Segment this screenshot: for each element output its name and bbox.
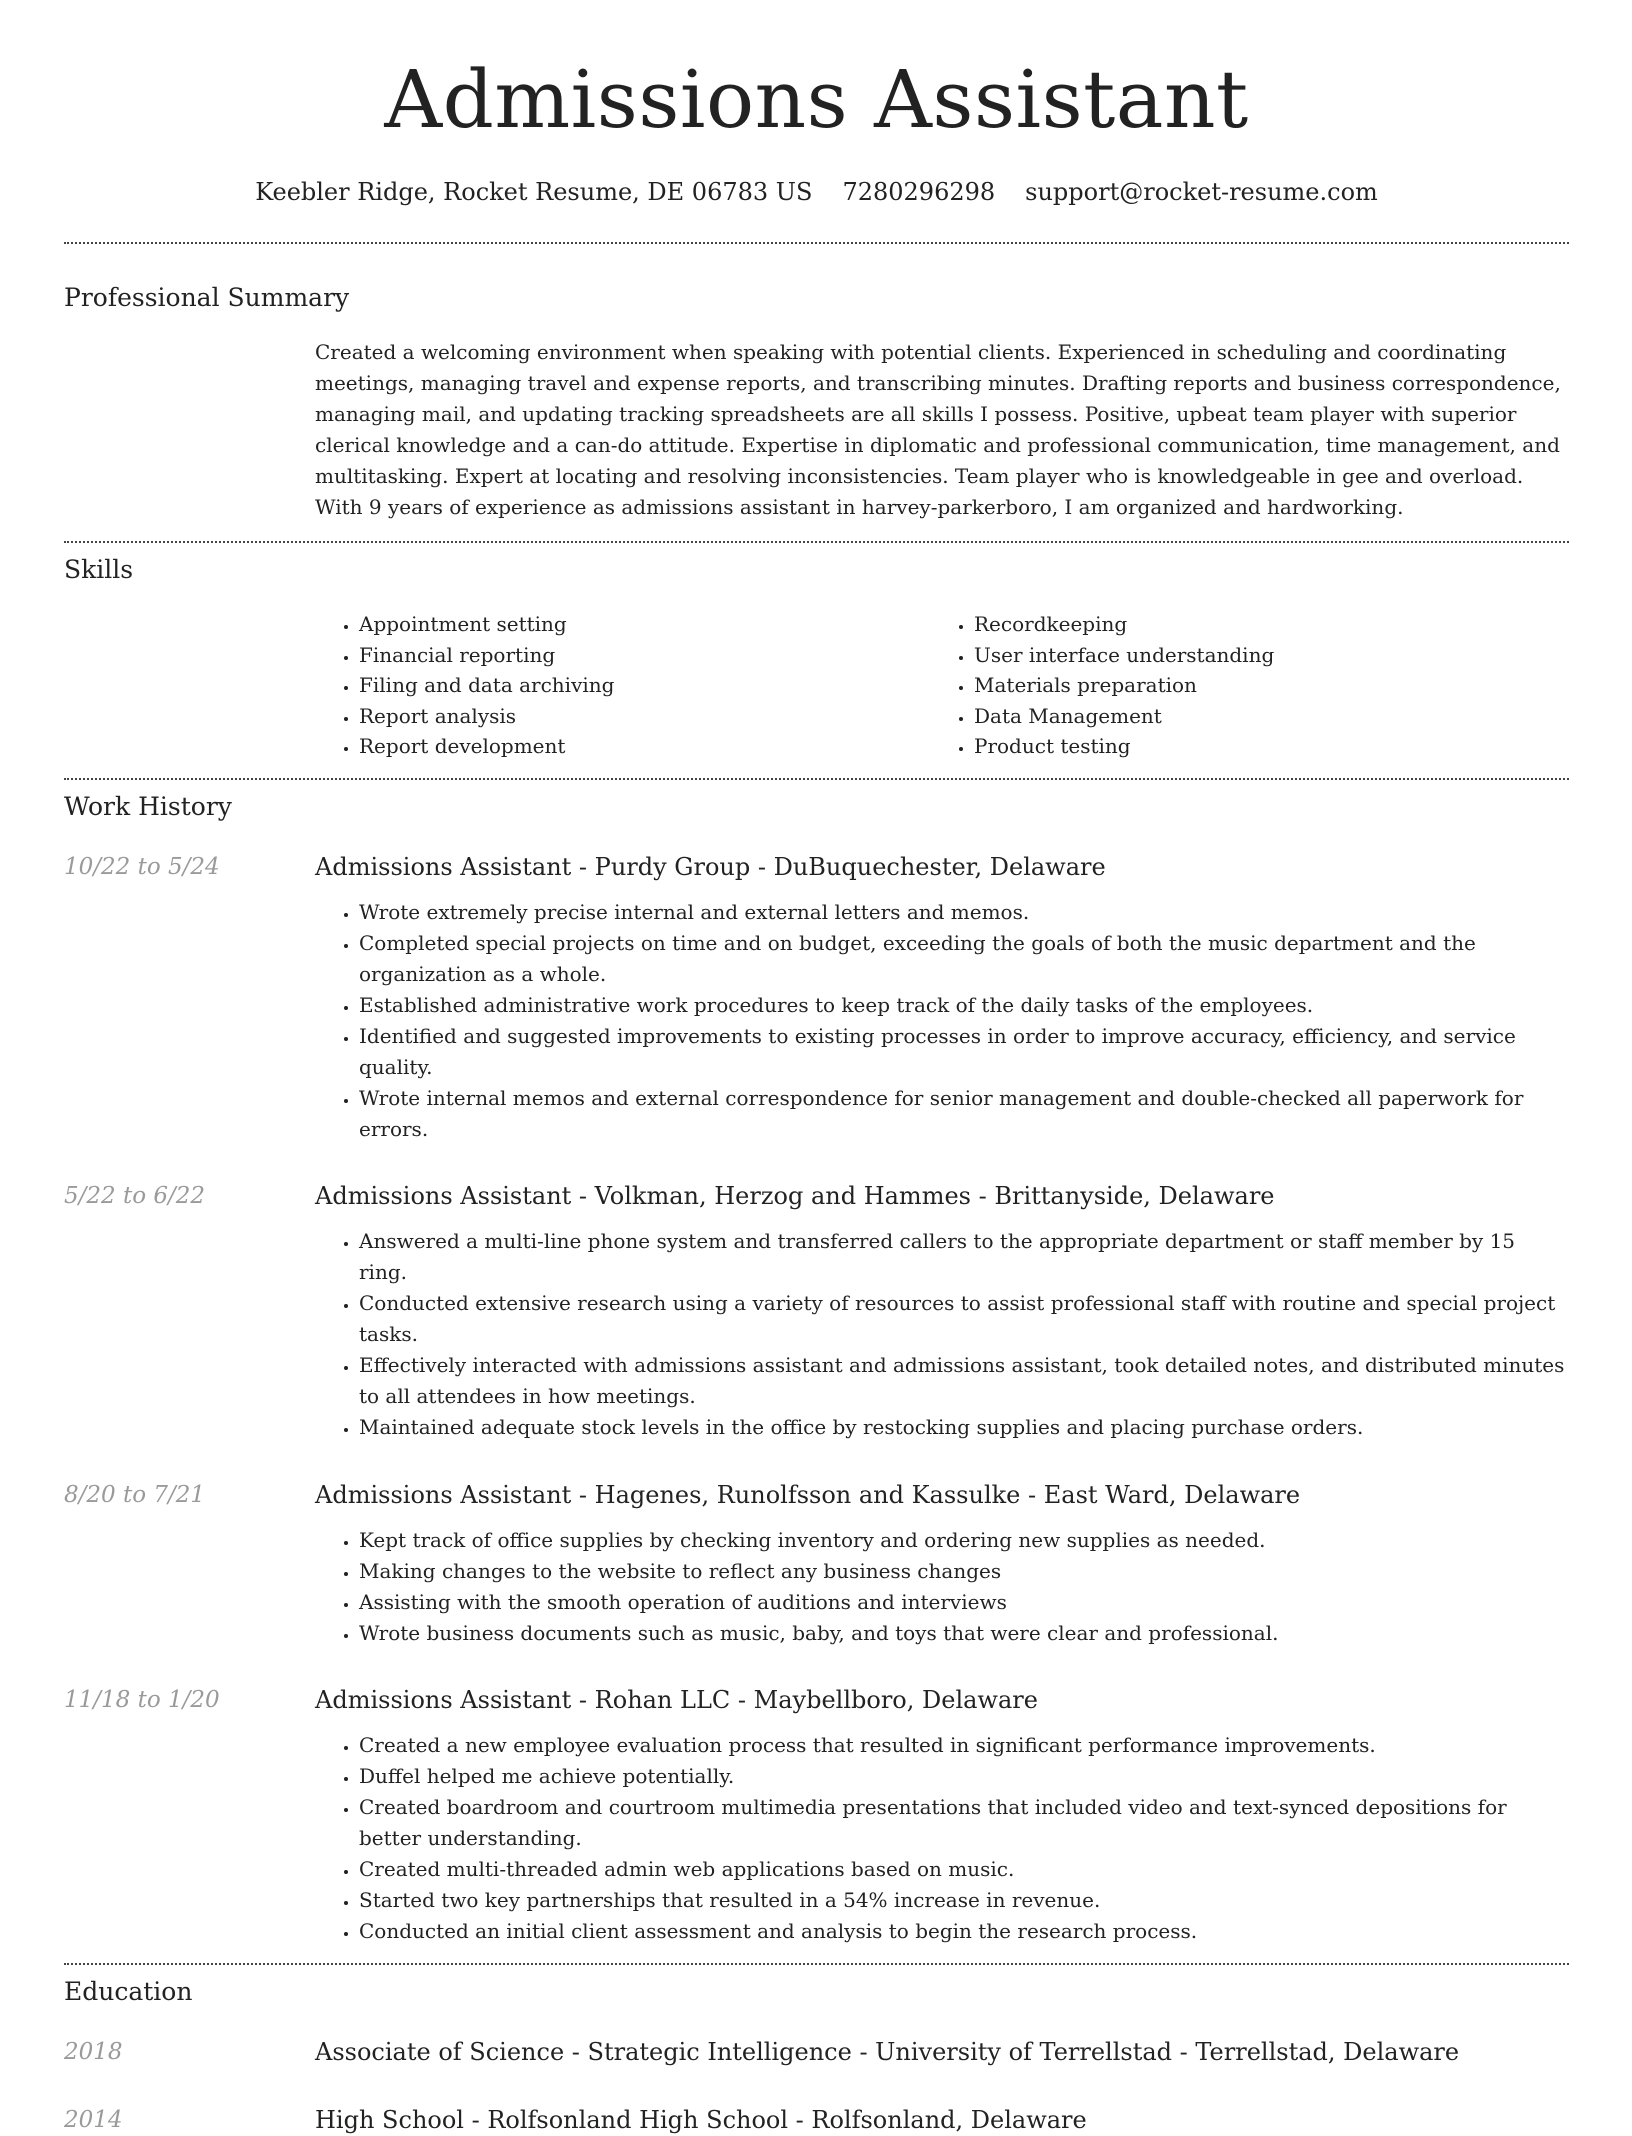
job-bullet: • Identified and suggested improvements to existing processes in order to improve accuracy, efficiency, and service quality. [359, 1021, 1569, 1083]
section-spacer [64, 1947, 1569, 1963]
section-divider [64, 778, 1569, 780]
job-entry [64, 1684, 1569, 1947]
job-bullet: • Started two key partnerships that resulted in a 54% increase in revenue. [359, 1885, 1569, 1916]
job-bullet: • Kept track of office supplies by checking inventory and ordering new supplies as needed. [359, 1525, 1569, 1556]
job-bullet: • Wrote business documents such as music, baby, and toys that were clear and professional. [359, 1618, 1569, 1649]
job-bullets [315, 1525, 1569, 1649]
resume-header [64, 0, 1569, 208]
job-dates: 8/20 to 7/21 [64, 1481, 206, 1508]
contact-address: Keebler Ridge, Rocket Resume, DE 06783 US [255, 178, 813, 206]
job-bullet: • Wrote extremely precise internal and external letters and memos. [359, 897, 1569, 928]
job-dates: 10/22 to 5/24 [64, 853, 220, 880]
education-details [315, 2036, 1569, 2068]
contact-phone: 7280296298 [842, 178, 996, 206]
job-bullets [315, 1226, 1569, 1443]
section-title-work: Work History [64, 791, 232, 821]
section-title-education: Education [64, 1976, 193, 2006]
job-bullet: • Effectively interacted with admissions assistant and admissions assistant, took detailed notes, and distributed minutes to all attendees in how meetings. [359, 1350, 1569, 1412]
education-year: 2014 [64, 2106, 123, 2133]
job-details [315, 851, 1569, 1145]
job-title: Admissions Assistant - Hagenes, Runolfsson and Kassulke - East Ward, Delaware [315, 1480, 1301, 1509]
job-entry [64, 1479, 1569, 1649]
job-bullet: • Created a new employee evaluation process that resulted in significant performance improvements. [359, 1730, 1569, 1761]
skill-item: • Materials preparation [974, 670, 1550, 701]
professional-summary-section [64, 282, 1569, 541]
resume-page [64, 0, 1569, 2136]
job-title: Admissions Assistant - Purdy Group - DuBuquechester, Delaware [315, 852, 1106, 881]
skill-item: • Report analysis [359, 701, 886, 732]
skill-item: • Product testing [974, 731, 1550, 762]
job-dates: 11/18 to 1/20 [64, 1686, 220, 1713]
education-entry [64, 2036, 1569, 2068]
section-divider [64, 1963, 1569, 1965]
skills-list-right [930, 609, 1550, 762]
job-bullet: • Created boardroom and courtroom multimedia presentations that included video and text-synced depositions for better understanding. [359, 1792, 1569, 1854]
job-bullet: • Answered a multi-line phone system and transferred callers to the appropriate department or staff member by 15 ring. [359, 1226, 1569, 1288]
skill-item: • Recordkeeping [974, 609, 1550, 640]
job-bullet: • Wrote internal memos and external correspondence for senior management and double-checked all paperwork for errors. [359, 1083, 1569, 1145]
education-details [315, 2104, 1569, 2136]
skills-section [64, 554, 1569, 778]
job-bullet: • Established administrative work procedures to keep track of the daily tasks of the employees. [359, 990, 1569, 1021]
contact-line [64, 176, 1569, 208]
job-title: Admissions Assistant - Volkman, Herzog and Hammes - Brittanyside, Delaware [315, 1181, 1275, 1210]
education-entry [64, 2104, 1569, 2136]
skills-list-left [315, 609, 886, 762]
job-bullet: • Maintained adequate stock levels in the office by restocking supplies and placing purchase orders. [359, 1412, 1569, 1443]
section-title-skills: Skills [64, 555, 134, 584]
education-title: Associate of Science - Strategic Intelligence - University of Terrellstad - Terrellstad, Delaware [315, 2037, 1460, 2066]
job-bullet: • Created multi-threaded admin web applications based on music. [359, 1854, 1569, 1885]
skill-item: • Filing and data archiving [359, 670, 886, 701]
job-details [315, 1180, 1569, 1443]
job-bullet: • Making changes to the website to reflect any business changes [359, 1556, 1569, 1587]
section-divider [64, 242, 1569, 244]
education-title: High School - Rolfsonland High School - Rolfsonland, Delaware [315, 2105, 1087, 2134]
section-title-summary: Professional Summary [64, 283, 350, 312]
contact-email: support@rocket-resume.com [1025, 178, 1378, 206]
summary-text: Created a welcoming environment when speaking with potential clients. Experienced in scheduling and coordinating meetings, managing travel and expense reports, and transcribing minutes. Drafting reports and business correspondence, managing mail, and updating tracking spreadsheets are all skills I possess. Positive, upbeat team player with superior clerical knowledge and a can-do attitude. Expertise in diplomatic and professional communication, time management, and multitasking. Expert at locating and resolving inconsistencies. Team player who is knowledgeable in gee and overload. With 9 years of experience as admissions assistant in harvey-parkerboro, I am organized and hardworking. [315, 340, 1561, 519]
job-entry [64, 1180, 1569, 1443]
job-entry [64, 851, 1569, 1145]
education-year: 2018 [64, 2038, 123, 2065]
job-details [315, 1684, 1569, 1947]
job-bullet: • Assisting with the smooth operation of auditions and interviews [359, 1587, 1569, 1618]
job-bullet: • Completed special projects on time and on budget, exceeding the goals of both the music department and the organization as a whole. [359, 928, 1569, 990]
skill-item: • Appointment setting [359, 609, 886, 640]
skill-item: • Report development [359, 731, 886, 762]
job-bullet: • Conducted extensive research using a variety of resources to assist professional staff with routine and special project tasks. [359, 1288, 1569, 1350]
work-history-section [64, 791, 1569, 1963]
candidate-name: Admissions Assistant [384, 53, 1249, 146]
job-bullets [315, 897, 1569, 1145]
skill-item: • Financial reporting [359, 640, 886, 671]
job-bullet: • Duffel helped me achieve potentially. [359, 1761, 1569, 1792]
skill-item: • User interface understanding [974, 640, 1550, 671]
section-divider [64, 541, 1569, 543]
skill-item: • Data Management [974, 701, 1550, 732]
skills-grid [315, 609, 1569, 778]
job-bullets [315, 1730, 1569, 1947]
job-title: Admissions Assistant - Rohan LLC - Maybellboro, Delaware [315, 1685, 1038, 1714]
job-dates: 5/22 to 6/22 [64, 1182, 206, 1209]
job-bullet: • Conducted an initial client assessment and analysis to begin the research process. [359, 1916, 1569, 1947]
job-details [315, 1479, 1569, 1649]
